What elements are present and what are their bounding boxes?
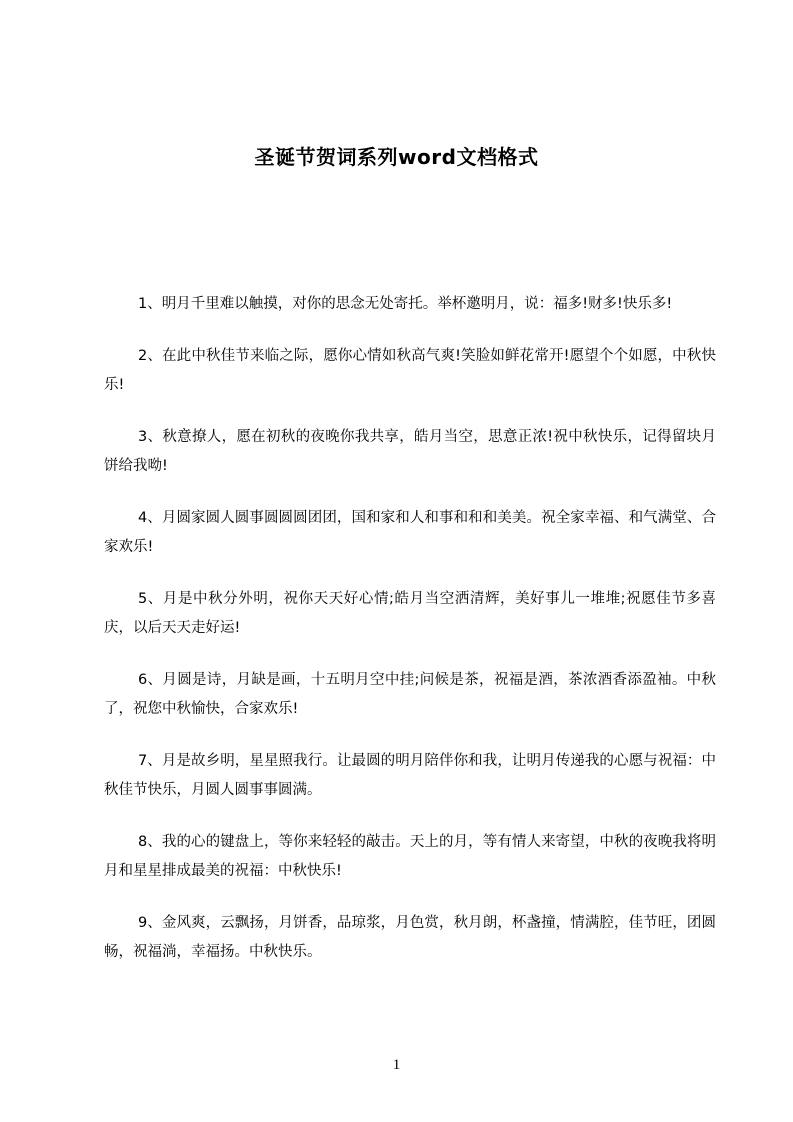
paragraph: 5、月是中秋分外明，祝你天天好心情;皓月当空洒清辉，美好事儿一堆堆;祝愿佳节多喜庆，以后天天走好运! bbox=[104, 591, 716, 636]
page-number: 1 bbox=[392, 1057, 401, 1073]
paragraph: 1、明月千里难以触摸，对你的思念无处寄托。举杯邀明月，说：福多!财多!快乐多! bbox=[138, 296, 673, 312]
paragraph: 6、月圆是诗，月缺是画，十五明月空中挂;问候是茶，祝福是酒，茶浓酒香添盈袖。中秋了，祝您中秋愉快，合家欢乐! bbox=[104, 672, 716, 717]
paragraph: 7、月是故乡明，星星照我行。让最圆的明月陪伴你和我，让明月传递我的心愿与祝福：中秋佳节快乐，月圆人圆事事圆满。 bbox=[104, 753, 716, 798]
document-title: 圣诞节贺词系列word文档格式 bbox=[254, 145, 539, 169]
document-body bbox=[104, 290, 716, 990]
paragraph: 8、我的心的键盘上，等你来轻轻的敲击。天上的月，等有情人来寄望，中秋的夜晚我将明月和星星排成最美的祝福：中秋快乐! bbox=[104, 834, 716, 879]
paragraph: 2、在此中秋佳节来临之际，愿你心情如秋高气爽!笑脸如鲜花常开!愿望个个如愿，中秋快乐! bbox=[104, 348, 716, 393]
paragraph: 4、月圆家圆人圆事圆圆圆团团，国和家和人和事和和和美美。祝全家幸福、和气满堂、合家欢乐! bbox=[104, 510, 716, 555]
paragraph: 3、秋意撩人，愿在初秋的夜晚你我共享，皓月当空，思意正浓!祝中秋快乐，记得留块月饼给我呦! bbox=[104, 429, 716, 474]
paragraph: 9、金风爽，云飘扬，月饼香，品琼浆，月色赏，秋月朗，杯盏撞，情满腔，佳节旺，团圆畅，祝福淌，幸福扬。中秋快乐。 bbox=[104, 915, 716, 960]
